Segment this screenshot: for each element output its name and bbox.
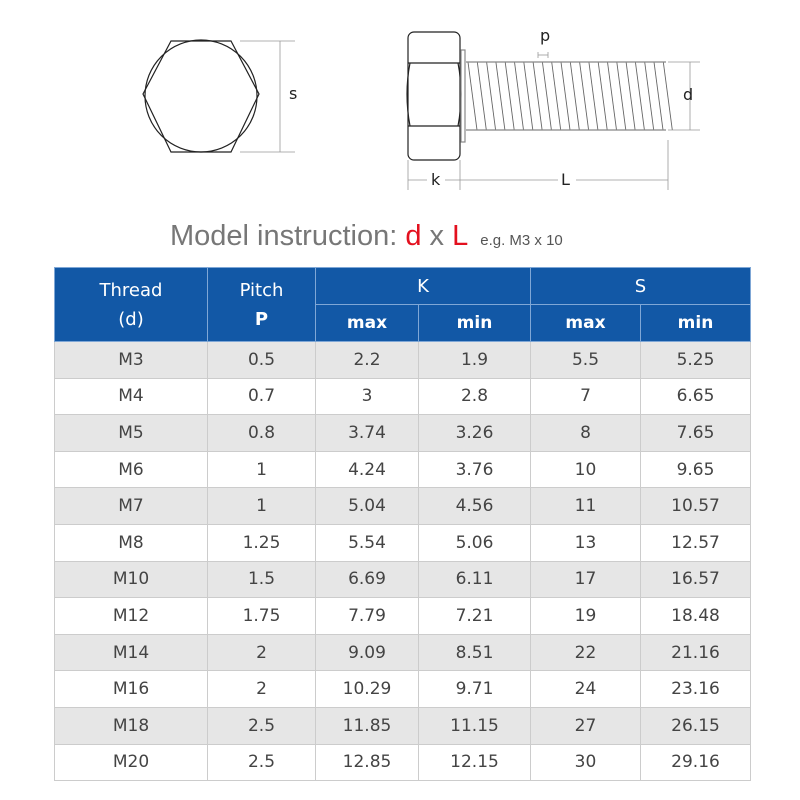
table-row xyxy=(55,378,751,415)
label-d: d xyxy=(683,85,694,104)
cell-s-max: 8 xyxy=(531,415,641,452)
cell-thread: M4 xyxy=(55,378,208,415)
table-row xyxy=(55,524,751,561)
cell-s-max: 5.5 xyxy=(531,342,641,379)
cell-s-min: 10.57 xyxy=(641,488,751,525)
thread-line xyxy=(617,62,626,130)
cell-s-max: 10 xyxy=(531,451,641,488)
cell-s-min: 9.65 xyxy=(641,451,751,488)
cell-k-min: 3.26 xyxy=(419,415,531,452)
cell-s-max: 19 xyxy=(531,598,641,635)
cell-pitch: 2.5 xyxy=(208,707,316,744)
header-k-max: max xyxy=(316,305,419,342)
cell-pitch: 2.5 xyxy=(208,744,316,781)
cell-k-max: 3.74 xyxy=(316,415,419,452)
cell-s-min: 12.57 xyxy=(641,524,751,561)
cell-k-max: 4.24 xyxy=(316,451,419,488)
cell-k-min: 1.9 xyxy=(419,342,531,379)
cell-s-max: 7 xyxy=(531,378,641,415)
cell-k-min: 7.21 xyxy=(419,598,531,635)
header-k: K xyxy=(316,268,531,305)
cell-thread: M20 xyxy=(55,744,208,781)
label-L: L xyxy=(561,170,570,189)
thread-line xyxy=(533,62,542,130)
thread-line xyxy=(477,62,486,130)
cell-k-max: 10.29 xyxy=(316,671,419,708)
cell-s-min: 26.15 xyxy=(641,707,751,744)
header-s-min: min xyxy=(641,305,751,342)
cell-pitch: 1 xyxy=(208,488,316,525)
table-row xyxy=(55,634,751,671)
thread-line xyxy=(635,62,644,130)
model-d: d xyxy=(405,220,422,252)
cell-pitch: 0.5 xyxy=(208,342,316,379)
header-pitch-sub: P xyxy=(254,308,269,330)
table-row xyxy=(55,598,751,635)
table-row xyxy=(55,561,751,598)
header-s-max: max xyxy=(531,305,641,342)
thread-line xyxy=(487,62,496,130)
cell-pitch: 0.7 xyxy=(208,378,316,415)
header-thread-sub: (d) xyxy=(118,308,144,330)
table-row xyxy=(55,744,751,781)
cell-k-min: 3.76 xyxy=(419,451,531,488)
cell-thread: M5 xyxy=(55,415,208,452)
header-k-min: min xyxy=(419,305,531,342)
cell-k-max: 3 xyxy=(316,378,419,415)
table-row xyxy=(55,488,751,525)
cell-pitch: 1 xyxy=(208,451,316,488)
cell-pitch: 1.25 xyxy=(208,524,316,561)
header-pitch-label: Pitch xyxy=(239,279,284,301)
model-example: e.g. M3 x 10 xyxy=(480,232,563,249)
cell-k-min: 4.56 xyxy=(419,488,531,525)
header-pitch xyxy=(208,268,316,342)
label-s: s xyxy=(289,84,298,103)
cell-k-max: 7.79 xyxy=(316,598,419,635)
thread-line xyxy=(542,62,551,130)
cell-s-min: 7.65 xyxy=(641,415,751,452)
thread-line xyxy=(663,62,672,130)
cell-pitch: 2 xyxy=(208,634,316,671)
thread-line xyxy=(561,62,570,130)
thread-line xyxy=(468,62,477,130)
cell-k-min: 8.51 xyxy=(419,634,531,671)
thread-line xyxy=(552,62,561,130)
cell-pitch: 1.5 xyxy=(208,561,316,598)
bolt-side-view xyxy=(407,32,700,190)
cell-thread: M12 xyxy=(55,598,208,635)
table-row xyxy=(55,451,751,488)
cell-thread: M18 xyxy=(55,707,208,744)
spec-table xyxy=(54,267,751,781)
label-k: k xyxy=(431,170,441,189)
table-row xyxy=(55,342,751,379)
cell-s-min: 16.57 xyxy=(641,561,751,598)
cell-thread: M6 xyxy=(55,451,208,488)
cell-thread: M7 xyxy=(55,488,208,525)
table-row xyxy=(55,707,751,744)
thread-line xyxy=(589,62,598,130)
model-x: x xyxy=(421,220,453,252)
cell-k-min: 12.15 xyxy=(419,744,531,781)
bolt-diagram xyxy=(0,0,800,215)
header-thread xyxy=(55,268,208,342)
cell-s-min: 5.25 xyxy=(641,342,751,379)
cell-k-min: 2.8 xyxy=(419,378,531,415)
thread-line xyxy=(524,62,533,130)
cell-s-max: 24 xyxy=(531,671,641,708)
model-prefix: Model instruction: xyxy=(170,220,406,252)
thread-line xyxy=(626,62,635,130)
header-s: S xyxy=(531,268,751,305)
cell-pitch: 1.75 xyxy=(208,598,316,635)
cell-s-max: 11 xyxy=(531,488,641,525)
thread-line xyxy=(570,62,579,130)
label-p: p xyxy=(540,26,551,45)
cell-s-max: 17 xyxy=(531,561,641,598)
cell-k-max: 5.54 xyxy=(316,524,419,561)
thread-line xyxy=(505,62,514,130)
thread-line xyxy=(654,62,663,130)
thread-line xyxy=(598,62,607,130)
model-L: L xyxy=(452,220,469,252)
header-thread-label: Thread xyxy=(99,279,163,301)
table-row xyxy=(55,671,751,708)
cell-thread: M10 xyxy=(55,561,208,598)
cell-s-min: 21.16 xyxy=(641,634,751,671)
cell-k-min: 11.15 xyxy=(419,707,531,744)
cell-k-max: 5.04 xyxy=(316,488,419,525)
cell-thread: M14 xyxy=(55,634,208,671)
cell-k-min: 5.06 xyxy=(419,524,531,561)
cell-thread: M16 xyxy=(55,671,208,708)
cell-pitch: 2 xyxy=(208,671,316,708)
cell-pitch: 0.8 xyxy=(208,415,316,452)
thread-line xyxy=(515,62,524,130)
cell-s-min: 23.16 xyxy=(641,671,751,708)
model-instruction xyxy=(170,220,563,253)
cell-s-max: 13 xyxy=(531,524,641,561)
cell-s-max: 27 xyxy=(531,707,641,744)
cell-k-max: 6.69 xyxy=(316,561,419,598)
thread-line xyxy=(580,62,589,130)
cell-s-min: 18.48 xyxy=(641,598,751,635)
thread-line xyxy=(608,62,617,130)
thread-line xyxy=(645,62,654,130)
cell-s-max: 22 xyxy=(531,634,641,671)
cell-k-min: 9.71 xyxy=(419,671,531,708)
cell-s-min: 29.16 xyxy=(641,744,751,781)
cell-thread: M3 xyxy=(55,342,208,379)
cell-k-max: 11.85 xyxy=(316,707,419,744)
cell-thread: M8 xyxy=(55,524,208,561)
table-row xyxy=(55,415,751,452)
hex-head-top-view xyxy=(143,40,298,152)
thread-line xyxy=(496,62,505,130)
cell-k-min: 6.11 xyxy=(419,561,531,598)
cell-k-max: 9.09 xyxy=(316,634,419,671)
cell-s-min: 6.65 xyxy=(641,378,751,415)
cell-s-max: 30 xyxy=(531,744,641,781)
cell-k-max: 2.2 xyxy=(316,342,419,379)
cell-k-max: 12.85 xyxy=(316,744,419,781)
